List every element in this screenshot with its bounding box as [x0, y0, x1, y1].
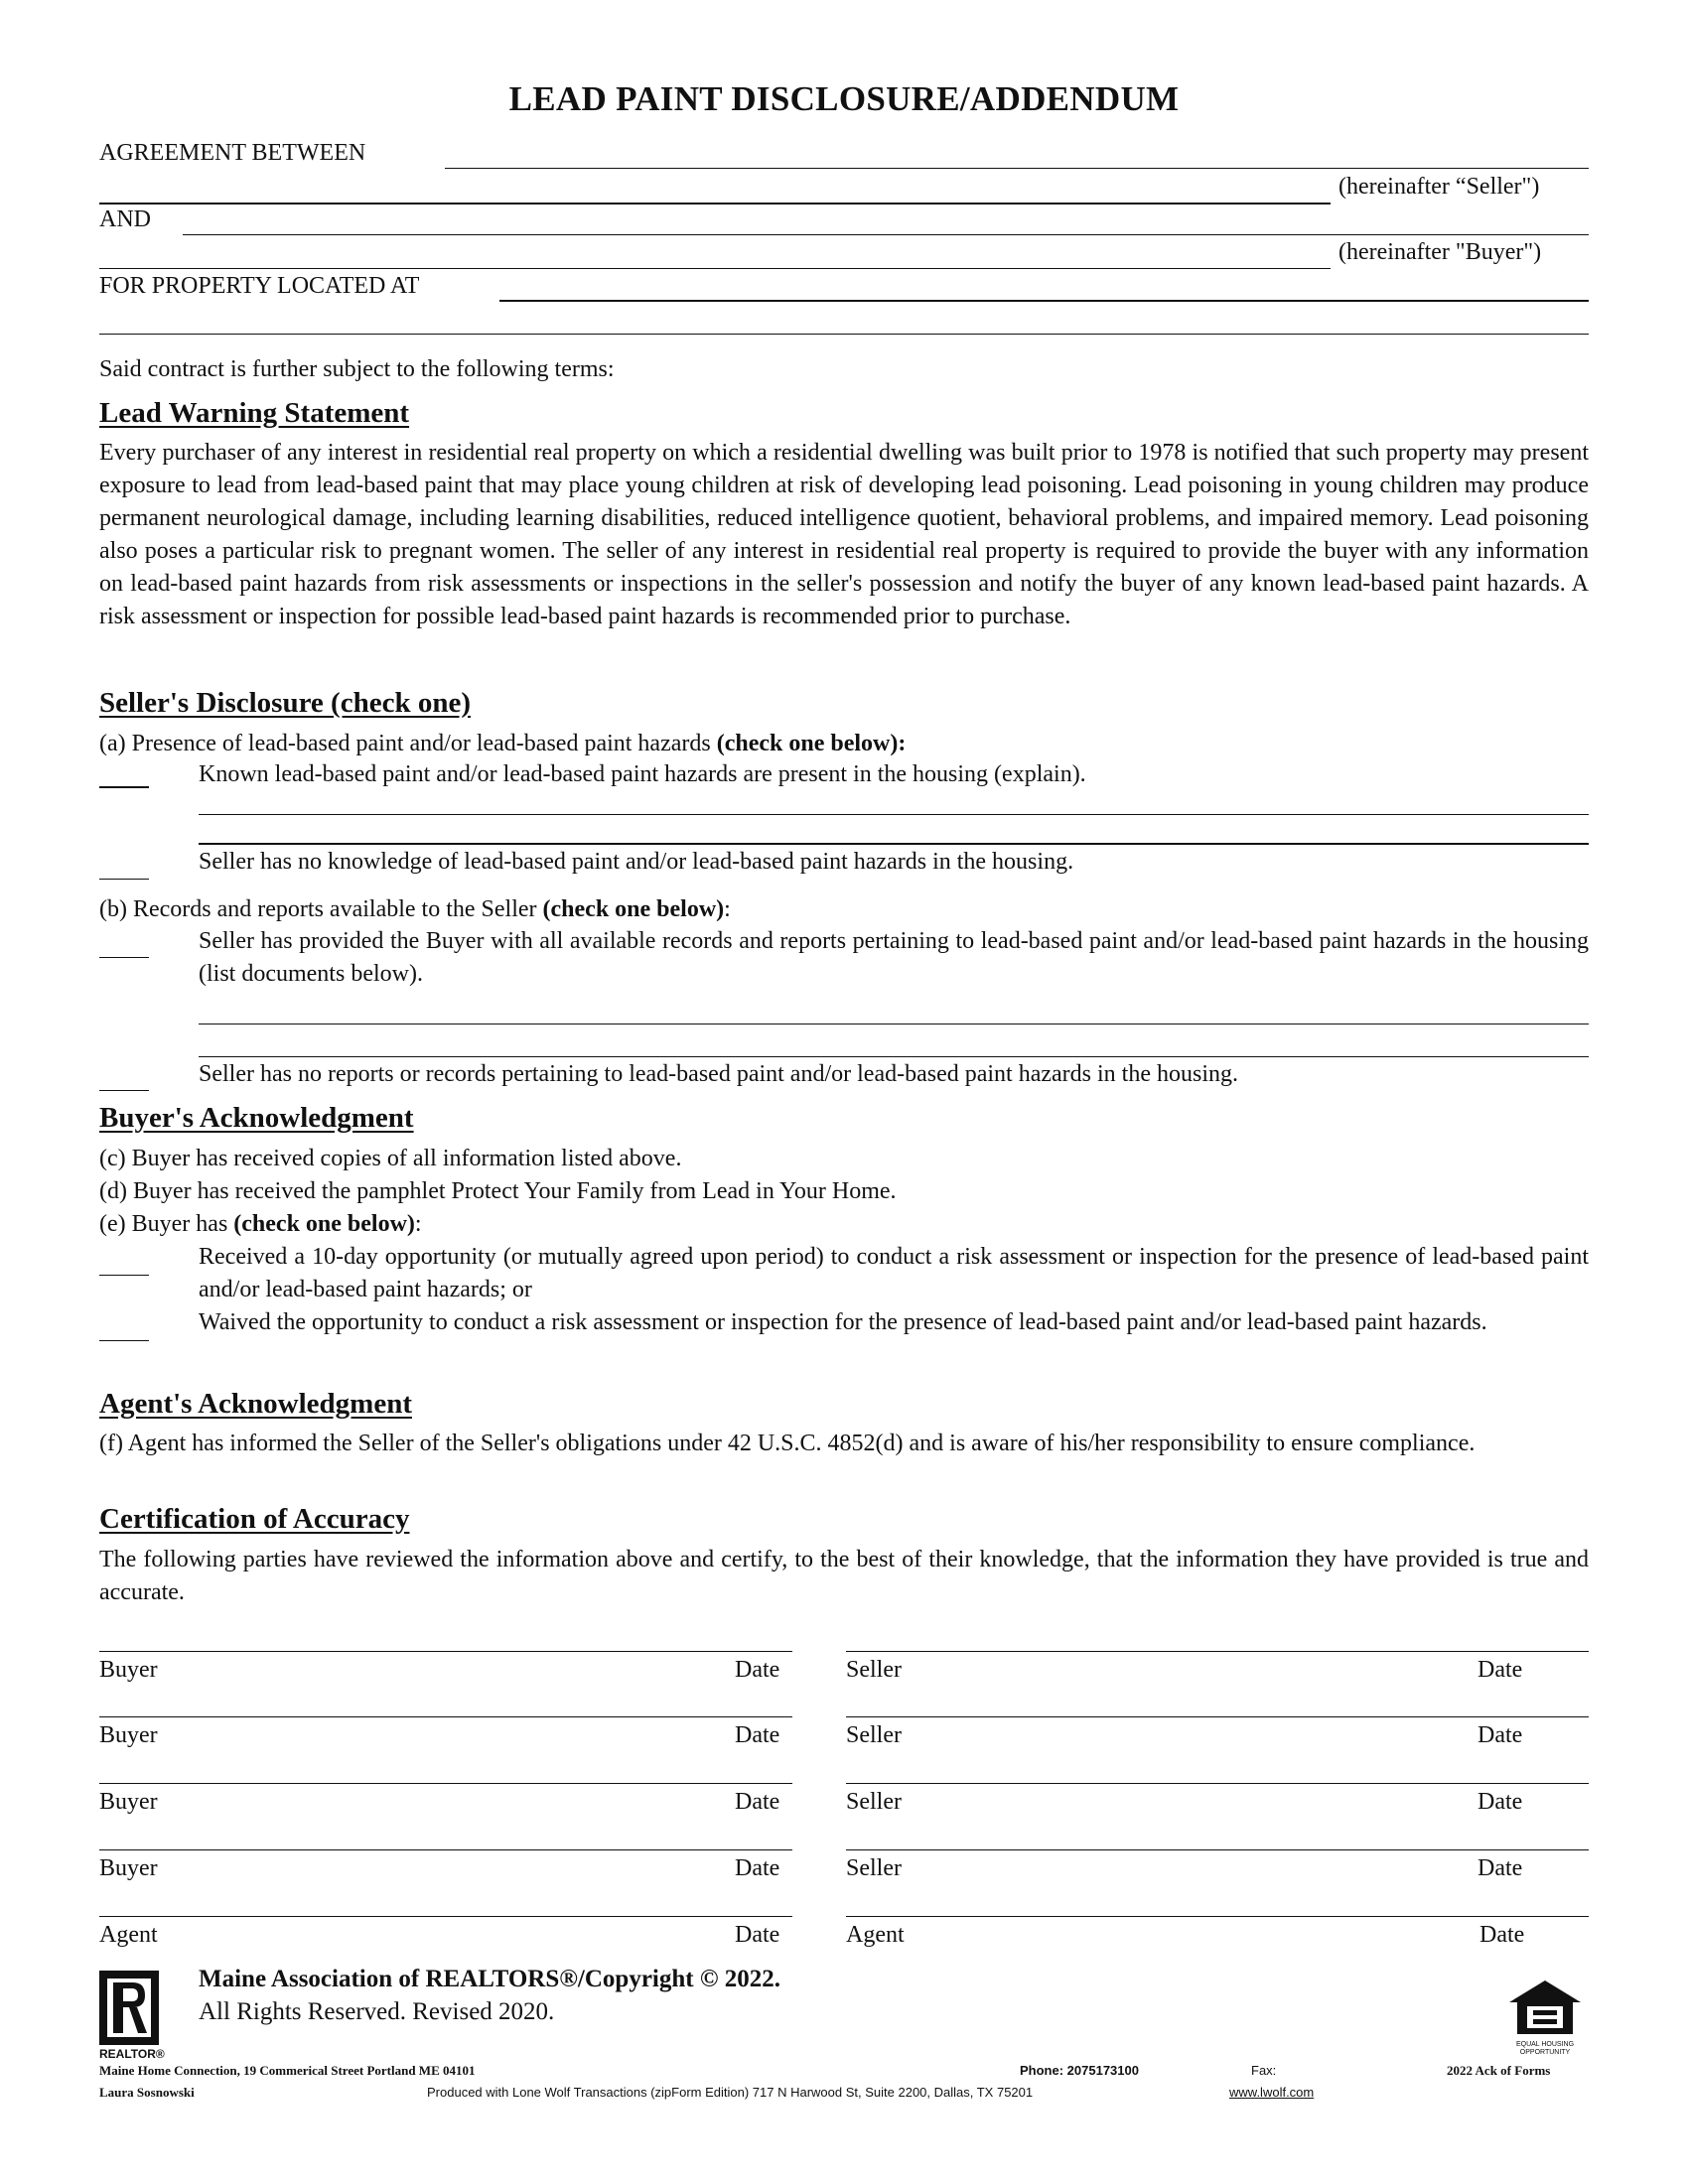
seller-name-line-2[interactable] — [99, 203, 1331, 205]
item-a-option-no-knowledge: Seller has no knowledge of lead-based paint and/or lead-based paint hazards in the housing. — [199, 849, 1074, 875]
signature-date-label: Date — [1477, 1722, 1523, 1748]
checkbox-a-no-knowledge[interactable] — [99, 879, 149, 880]
signature-label-seller: Seller — [846, 1855, 902, 1881]
agent-ack-heading: Agent's Acknowledgment — [99, 1388, 412, 1420]
item-e-text: (e) Buyer has (check one below): — [99, 1211, 422, 1237]
signature-date-label: Date — [1477, 1789, 1523, 1815]
brokerage-address: Maine Home Connection, 19 Commerical Street Portland ME 04101 — [99, 2063, 476, 2078]
agent-name: Laura Sosnowski — [99, 2085, 195, 2100]
signature-line-left-1[interactable] — [99, 1651, 792, 1652]
signature-line-left-4[interactable] — [99, 1849, 792, 1850]
seller-disclosure-heading: Seller's Disclosure (check one) — [99, 687, 471, 719]
signature-line-left-3[interactable] — [99, 1783, 792, 1784]
signature-block — [99, 1651, 1589, 1929]
checkbox-b-no-reports[interactable] — [99, 1090, 149, 1091]
buyer-name-line-1[interactable] — [183, 234, 1589, 235]
signature-label-agent-right: Agent — [846, 1922, 905, 1948]
item-e-option-waived: Waived the opportunity to conduct a risk assessment or inspection for the presence of lead-based paint and/or lead-based paint hazards. — [199, 1309, 1487, 1335]
property-address-line-1[interactable] — [499, 300, 1589, 302]
item-b-option-no-reports: Seller has no reports or records pertaining to lead-based paint and/or lead-based paint hazards in the housing. — [199, 1061, 1238, 1087]
signature-label-buyer: Buyer — [99, 1855, 158, 1881]
signature-date-label: Date — [735, 1789, 780, 1815]
intro-text: Said contract is further subject to the following terms: — [99, 356, 615, 382]
equal-housing-icon — [1507, 1979, 1583, 2042]
signature-line-right-4[interactable] — [846, 1849, 1589, 1850]
and-label: AND — [99, 206, 151, 232]
item-f-text: (f) Agent has informed the Seller of the Seller's obligations under 42 U.S.C. 4852(d) and is aware of his/her responsibility to ensure compliance. — [99, 1431, 1476, 1456]
signature-line-right-1[interactable] — [846, 1651, 1589, 1652]
signature-date-label: Date — [1477, 1657, 1523, 1683]
website-link[interactable]: www.lwolf.com — [1229, 2085, 1315, 2100]
signature-date-label: Date — [735, 1657, 780, 1683]
document-page — [99, 0, 1589, 2184]
hereinafter-seller-label: (hereinafter “Seller") — [1338, 174, 1540, 200]
hereinafter-buyer-label: (hereinafter "Buyer") — [1338, 239, 1542, 265]
association-copyright: Maine Association of REALTORS®/Copyright © 2022. — [199, 1966, 781, 1992]
realtor-logo-icon — [99, 1971, 159, 2045]
lead-warning-heading: Lead Warning Statement — [99, 397, 410, 429]
equal-housing-text: EQUAL HOUSING OPPORTUNITY — [1515, 2041, 1575, 2056]
checkbox-e-received[interactable] — [99, 1275, 149, 1276]
rights-reserved: All Rights Reserved. Revised 2020. — [199, 1998, 555, 2025]
signature-date-label: Date — [735, 1722, 780, 1748]
agreement-between-label: AGREEMENT BETWEEN — [99, 140, 366, 166]
signature-date-label: Date — [735, 1922, 780, 1948]
signature-line-right-3[interactable] — [846, 1783, 1589, 1784]
item-a-option-known: Known lead-based paint and/or lead-based paint hazards are present in the housing (explain). — [199, 761, 1086, 787]
buyer-ack-heading: Buyer's Acknowledgment — [99, 1102, 414, 1134]
signature-label-buyer: Buyer — [99, 1789, 158, 1815]
certification-heading: Certification of Accuracy — [99, 1503, 410, 1535]
signature-date-label: Date — [1477, 1855, 1523, 1881]
signature-line-left-5[interactable] — [99, 1916, 792, 1917]
explain-line-1[interactable] — [199, 814, 1589, 815]
signature-label-agent: Agent — [99, 1922, 158, 1948]
lead-warning-text: Every purchaser of any interest in residential real property on which a residential dwelling was built prior to 1978 is notified that such property may present exposure to lead from lead-based paint that may place young children at risk of developing lead poisoning. Lead poisoning in young children may produce permanent neurological damage, including learning disabilities, reduced intelligence quotient, behavioral problems, and impaired memory. Lead poisoning also poses a particular risk to pregnant women. The seller of any interest in residential real property is required to provide the buyer with any information on lead-based paint hazards from risk assessments or inspections in the seller's possession and notify the buyer of any known lead-based paint hazards. A risk assessment or inspection for possible lead-based paint hazards is recommended prior to purchase. — [99, 440, 1589, 629]
signature-date-label: Date — [1479, 1922, 1525, 1948]
signature-date-label: Date — [735, 1855, 780, 1881]
document-title: LEAD PAINT DISCLOSURE/ADDENDUM — [508, 79, 1180, 118]
property-address-line-2[interactable] — [99, 334, 1589, 335]
produced-with: Produced with Lone Wolf Transactions (zipForm Edition) 717 N Harwood St, Suite 2200, Dallas, TX 75201 — [427, 2085, 1034, 2100]
certification-text: The following parties have reviewed the information above and certify, to the best of their knowledge, that the information they have provided is true and accurate. — [99, 1547, 1589, 1605]
signature-line-right-2[interactable] — [846, 1716, 1589, 1717]
checkbox-e-waived[interactable] — [99, 1340, 149, 1341]
signature-label-seller: Seller — [846, 1789, 902, 1815]
seller-name-line-1[interactable] — [445, 168, 1589, 169]
signature-label-seller: Seller — [846, 1722, 902, 1748]
signature-label-buyer: Buyer — [99, 1722, 158, 1748]
phone-number: Phone: 2075173100 — [1020, 2063, 1139, 2078]
checkbox-a-known[interactable] — [99, 786, 149, 788]
item-b-text: (b) Records and reports available to the Seller (check one below): — [99, 896, 731, 922]
item-c-text: (c) Buyer has received copies of all information listed above. — [99, 1146, 682, 1171]
item-b-option-provided: Seller has provided the Buyer with all available records and reports pertaining to lead-based paint and/or lead-based paint hazards in the housing (list documents below). — [199, 928, 1589, 987]
signature-line-left-2[interactable] — [99, 1716, 792, 1717]
item-a-text: (a) Presence of lead-based paint and/or lead-based paint hazards (check one below): — [99, 731, 907, 756]
fax-label: Fax: — [1251, 2063, 1277, 2078]
form-name: 2022 Ack of Forms — [1447, 2063, 1551, 2078]
realtor-mark-text: REALTOR® — [99, 2047, 165, 2061]
signature-label-seller: Seller — [846, 1657, 902, 1683]
property-located-label: FOR PROPERTY LOCATED AT — [99, 273, 420, 299]
signature-line-right-5[interactable] — [846, 1916, 1589, 1917]
checkbox-b-provided[interactable] — [99, 957, 149, 958]
buyer-name-line-2[interactable] — [99, 268, 1331, 269]
item-d-text: (d) Buyer has received the pamphlet Protect Your Family from Lead in Your Home. — [99, 1178, 897, 1204]
documents-line-2[interactable] — [199, 1056, 1589, 1057]
item-e-option-received: Received a 10-day opportunity (or mutually agreed upon period) to conduct a risk assessment or inspection for the presence of lead-based paint and/or lead-based paint hazards; or — [199, 1244, 1589, 1302]
signature-label-buyer: Buyer — [99, 1657, 158, 1683]
explain-line-2[interactable] — [199, 843, 1589, 845]
